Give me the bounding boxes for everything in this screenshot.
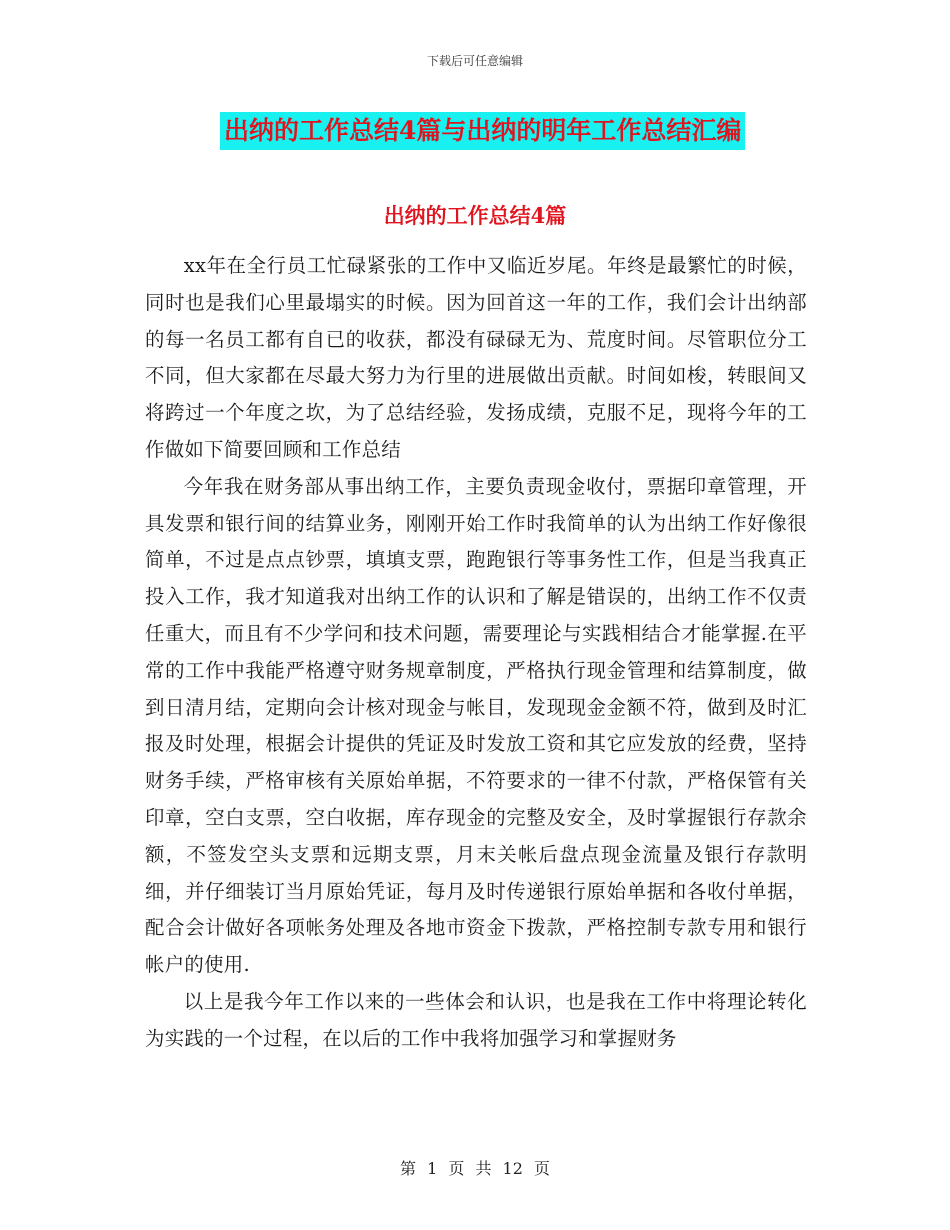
main-title: 出纳的工作总结4篇与出纳的明年工作总结汇编 (220, 112, 745, 150)
paragraph-3: 以上是我今年工作以来的一些体会和认识，也是我在工作中将理论转化为实践的一个过程，在以后的工作中我将加强学习和掌握财务 (145, 989, 807, 1050)
page-footer: 第 1 页 共 12 页 (400, 1159, 550, 1178)
document-body (145, 248, 807, 1058)
paragraph-1: xx年在全行员工忙碌紧张的工作中又临近岁尾。年终是最繁忙的时候，同时也是我们心里最塌实的时候。因为回首这一年的工作，我们会计出纳部的每一名员工都有自已的收获，都没有碌碌无为、荒度时间。尽管职位分工不同，但大家都在尽最大努力为行里的进展做出贡献。时间如梭，转眼间又将跨过一个年度之坎，为了总结经验，发扬成绩，克服不足，现将今年的工作做如下简要回顾和工作总结 (145, 254, 807, 461)
section-title: 出纳的工作总结4篇 (383, 203, 567, 228)
paragraph-2: 今年我在财务部从事出纳工作，主要负责现金收付，票据印章管理，开具发票和银行间的结算业务，刚刚开始工作时我简单的认为出纳工作好像很简单，不过是点点钞票，填填支票，跑跑银行等事务性工作，但是当我真正投入工作，我才知道我对出纳工作的认识和了解是错误的，出纳工作不仅责任重大，而且有不少学问和技术问题，需要理论与实践相结合才能掌握.在平常的工作中我能严格遵守财务规章制度，严格执行现金管理和结算制度，做到日清月结，定期向会计核对现金与帐目，发现现金金额不符，做到及时汇报及时处理，根据会计提供的凭证及时发放工资和其它应发放的经费，坚持财务手续，严格审核有关原始单据，不符要求的一律不付款，严格保管有关印章，空白支票，空白收据，库存现金的完整及安全，及时掌握银行存款余额，不签发空头支票和远期支票，月末关帐后盘点现金流量及银行存款明细，并仔细装订当月原始凭证，每月及时传递银行原始单据和各收付单据，配合会计做好各项帐务处理及各地市资金下拨款，严格控制专款专用和银行帐户的使用. (145, 474, 807, 977)
header-note: 下载后可任意编辑 (426, 54, 523, 68)
